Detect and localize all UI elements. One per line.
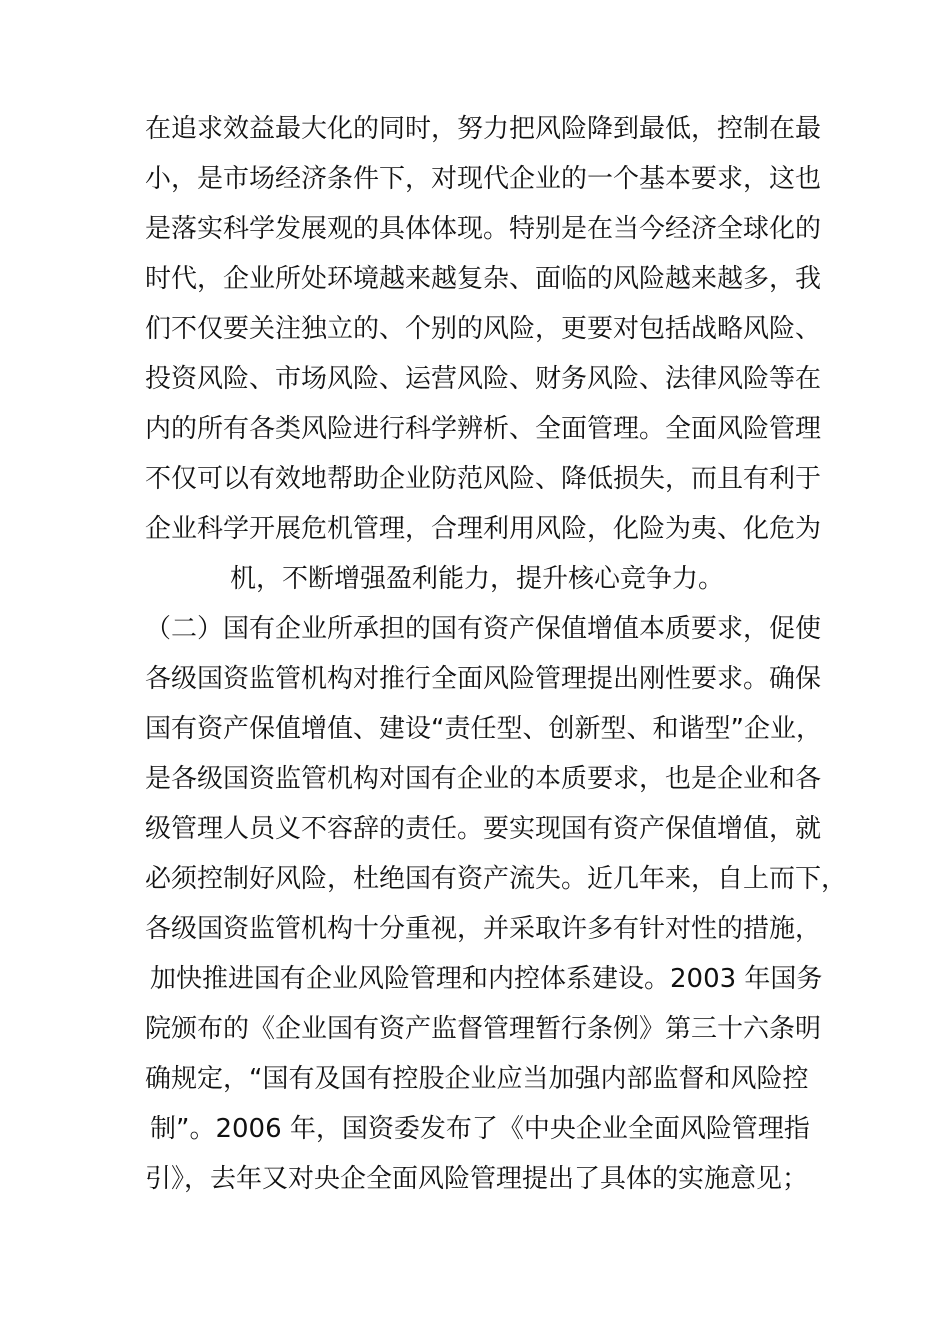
paragraph-line: 机，不断增强盈利能力，提升核心竞争力。 [230, 564, 725, 594]
paragraph-line: 确规定，“国有及国有控股企业应当加强内部监督和风险控 [145, 1064, 809, 1094]
paragraph-line: 加快推进国有企业风险管理和内控体系建设。2003 年国务 [150, 964, 823, 994]
section-heading-line: （二）国有企业所承担的国有资产保值增值本质要求，促使 [145, 614, 822, 644]
paragraph-line: 在追求效益最大化的同时，努力把风险降到最低，控制在最 [145, 114, 822, 144]
paragraph-line: 院颁布的《企业国有资产监督管理暂行条例》第三十六条明 [145, 1014, 822, 1044]
paragraph-line: 内的所有各类风险进行科学辨析、全面管理。全面风险管理 [145, 414, 822, 444]
paragraph-line: 是落实科学发展观的具体体现。特别是在当今经济全球化的 [145, 214, 822, 244]
paragraph-line: 小，是市场经济条件下，对现代企业的一个基本要求，这也 [145, 164, 822, 194]
paragraph-line: 不仅可以有效地帮助企业防范风险、降低损失，而且有利于 [145, 464, 822, 494]
paragraph-line: 国有资产保值增值、建设“责任型、创新型、和谐型”企业， [145, 714, 822, 744]
paragraph-line: 投资风险、市场风险、运营风险、财务风险、法律风险等在 [145, 364, 822, 394]
paragraph-line: 各级国资监管机构对推行全面风险管理提出刚性要求。确保 [145, 664, 822, 694]
paragraph-line: 制”。2006 年，国资委发布了《中央企业全面风险管理指 [150, 1114, 810, 1144]
paragraph-line: 企业科学开展危机管理，合理利用风险，化险为夷、化危为 [145, 514, 822, 544]
paragraph-line: 级管理人员义不容辞的责任。要实现国有资产保值增值，就 [145, 814, 822, 844]
paragraph-line: 是各级国资监管机构对国有企业的本质要求，也是企业和各 [145, 764, 822, 794]
paragraph-line: 时代，企业所处环境越来越复杂、面临的风险越来越多，我 [145, 264, 822, 294]
paragraph-line: 各级国资监管机构十分重视，并采取许多有针对性的措施， [145, 914, 822, 944]
paragraph-line: 们不仅要关注独立的、个别的风险，更要对包括战略风险、 [145, 314, 822, 344]
paragraph-line: 必须控制好风险，杜绝国有资产流失。近几年来，自上而下， [145, 864, 848, 894]
paragraph-line: 引》，去年又对央企全面风险管理提出了具体的实施意见； [145, 1164, 809, 1194]
